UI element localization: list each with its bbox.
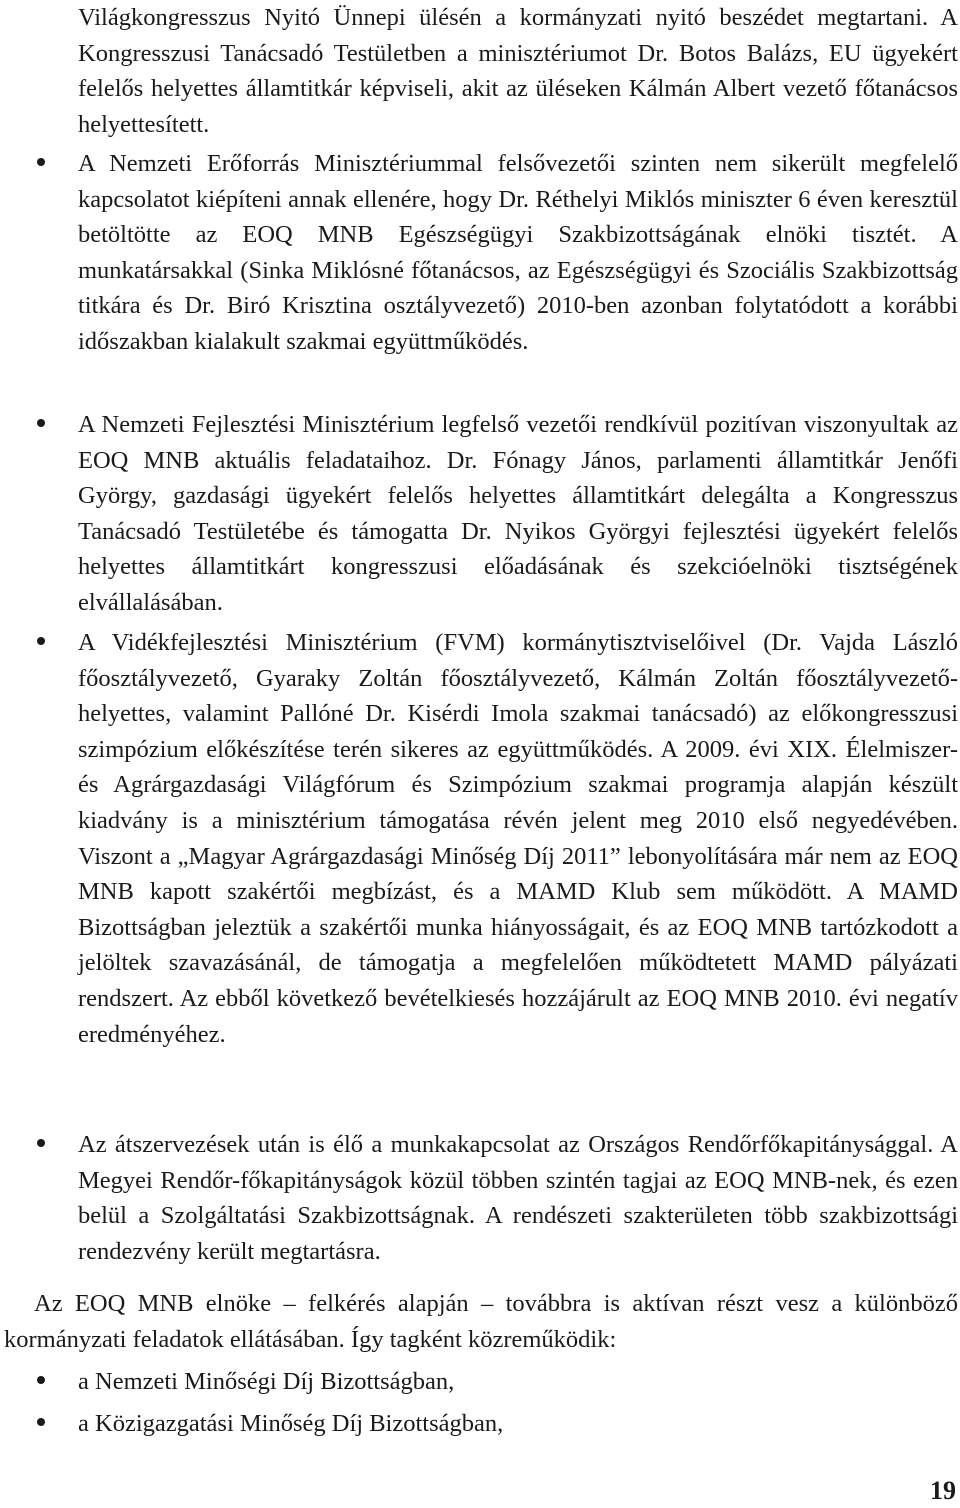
bullet-icon	[37, 1139, 45, 1147]
bullet-icon	[37, 637, 45, 645]
list-item-nemzeti-minosegi-dij: a Nemzeti Minőségi Díj Bizottságban,	[78, 1368, 455, 1395]
continuation-paragraph: Világkongresszus Nyitó Ünnepi ülésén a kormányzati nyitó beszédet megtartani. A Kongresszusi Tanácsadó Testületben a minisztériumot Dr. Botos Balázs, EU ügyekért felelős helyettes államtitkár képviseli, akit az üléseken Kálmán Albert vezető főtanácsos helyettesített.	[78, 4, 958, 138]
bullet-icon	[37, 1418, 45, 1426]
page-number: 19	[930, 1476, 956, 1505]
list-item-kozigazgatasi-minoseg-dij: a Közigazgatási Minőség Díj Bizottságban,	[78, 1410, 504, 1437]
bullet-icon	[37, 1376, 45, 1384]
bullet-icon	[37, 419, 45, 427]
body-paragraph: Az EOQ MNB elnöke – felkérés alapján – továbbra is aktívan részt vesz a különböző kormányzati feladatok ellátásában. Így tagként közreműködik:	[4, 1290, 958, 1353]
bullet-item-orszagos-rendor: Az átszervezések után is élő a munkakapcsolat az Országos Rendőrfőkapitánysággal. A Megyei Rendőr-főkapitányságok közül többen szintén tagjai az EOQ MNB-nek, és ezen belül a Szolgáltatási Szakbizottságnak. A rendészeti szakterületen több szakbizottsági rendezvény került megtartásra.	[78, 1131, 958, 1265]
bullet-item-videkfejlesztesi: A Vidékfejlesztési Minisztérium (FVM) kormánytisztviselőivel (Dr. Vajda László főosztályvezető, Gyaraky Zoltán főosztályvezető, Kálmán Zoltán főosztályvezető-helyettes, valamint Pallóné Dr. Kisérdi Imola szakmai tanácsadó) az előkongresszusi szimpózium előkészítése terén sikeres az együttműködés. A 2009. évi XIX. Élelmiszer- és Agrárgazdasági Világfórum és Szimpózium szakmai programja alapján készült kiadvány is a minisztérium támogatása révén jelent meg 2010 első negyedévében. Viszont a „Magyar Agrárgazdasági Minőség Díj 2011” lebonyolítására már nem az EOQ MNB kapott szakértői megbízást, és a MAMD Klub sem működött. A MAMD Bizottságban jeleztük a szakértői munka hiányosságait, és az EOQ MNB tartózkodott a jelöltek szavazásánál, de támogatja a megfelelően működtetett MAMD pályázati rendszert. Az ebből következő bevételkiesés hozzájárult az EOQ MNB 2010. évi negatív eredményéhez.	[78, 629, 958, 1048]
bullet-icon	[37, 158, 45, 166]
bullet-item-nemzeti-fejlesztesi: A Nemzeti Fejlesztési Minisztérium legfelső vezetői rendkívül pozitívan viszonyultak az EOQ MNB aktuális feladataihoz. Dr. Fónagy János, parlamenti államtitkár Jenőfi György, gazdasági ügyekért felelős helyettes államtitkárt delegálta a Kongresszus Tanácsadó Testületébe és támogatta Dr. Nyikos Györgyi fejlesztési ügyekért felelős helyettes államtitkárt kongresszusi előadásának és szekcióelnöki tisztségének elvállalásában.	[78, 411, 958, 616]
bullet-item-nemzeti-eroforras: A Nemzeti Erőforrás Minisztériummal felsővezetői szinten nem sikerült megfelelő kapcsolatot kiépíteni annak ellenére, hogy Dr. Réthelyi Miklós miniszter 6 éven keresztül betöltötte az EOQ MNB Egészségügyi Szakbizottságának elnöki tisztét. A munkatársakkal (Sinka Miklósné főtanácsos, az Egészségügyi és Szociális Szakbizottság titkára és Dr. Biró Krisztina osztályvezető) 2010-ben azonban folytatódott a korábbi időszakban kialakult szakmai együttműködés.	[78, 150, 958, 355]
